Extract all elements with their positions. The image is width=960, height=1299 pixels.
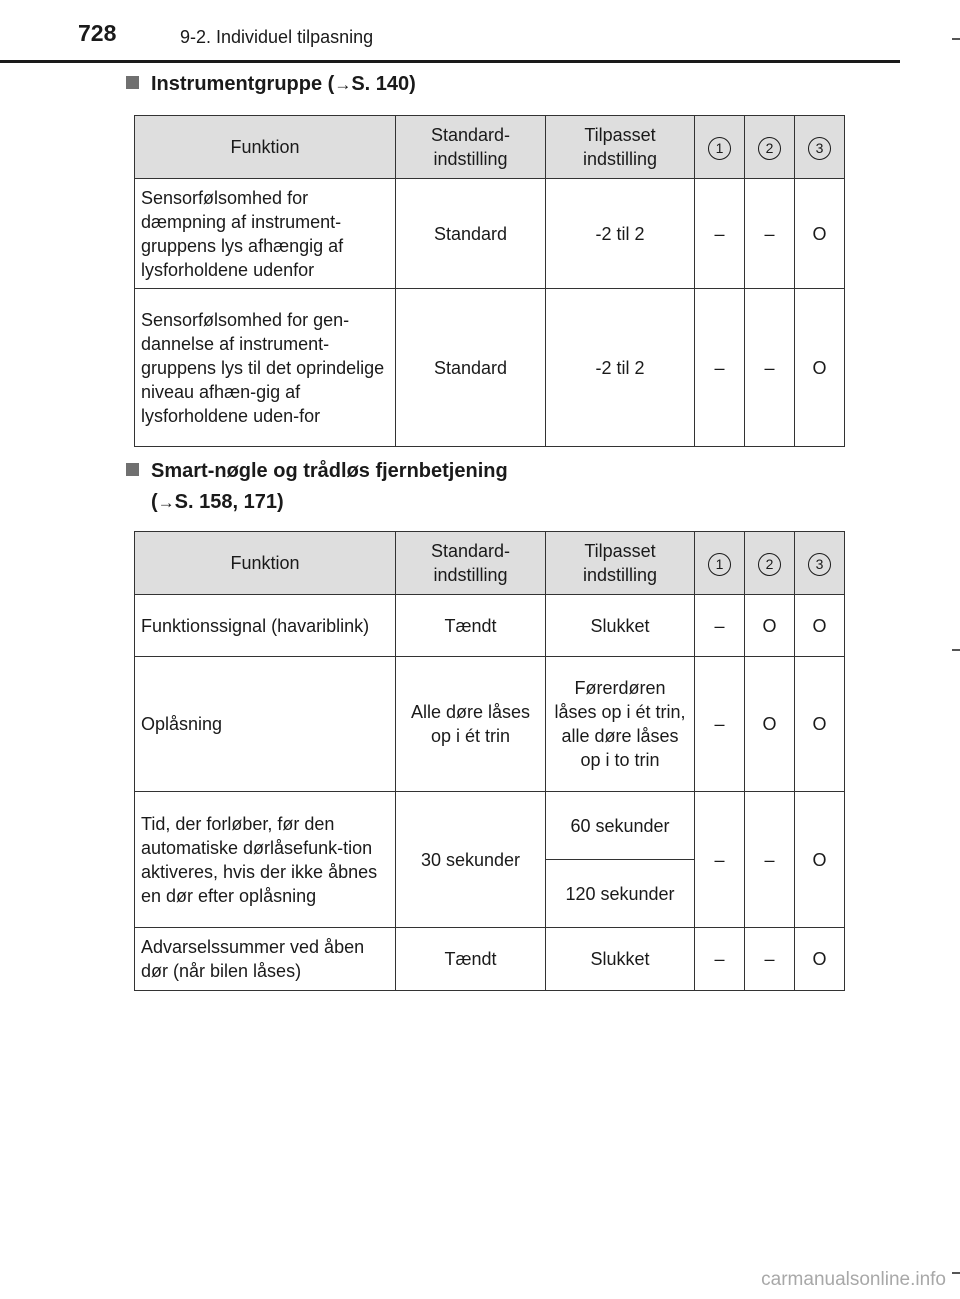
cell-c2: O xyxy=(745,595,795,657)
table-header-row xyxy=(135,532,845,595)
cell-custom: Førerdøren låses op i ét trin, alle døre låses op i to trin xyxy=(546,657,695,792)
table-row xyxy=(135,595,845,657)
cell-standard: Standard xyxy=(396,289,546,447)
table-row xyxy=(135,289,845,447)
header-custom: Tilpasset indstilling xyxy=(546,532,695,595)
cell-c2: O xyxy=(745,657,795,792)
header-standard: Standard-indstilling xyxy=(396,116,546,179)
cell-c3: O xyxy=(795,657,845,792)
margin-tick xyxy=(952,1272,960,1274)
smartkey-settings-table xyxy=(134,531,845,991)
circled-one-icon: 1 xyxy=(708,553,731,576)
cell-function: Oplåsning xyxy=(135,657,396,792)
margin-tick xyxy=(952,38,960,40)
filled-square-icon xyxy=(126,76,139,89)
page-number: 728 xyxy=(78,20,117,46)
cell-standard: Standard xyxy=(396,179,546,289)
chapter-title: 9-2. Individuel tilpasning xyxy=(180,27,374,47)
table-row xyxy=(135,792,845,860)
section-heading-instrument: Instrumentgruppe (→S. 140) xyxy=(126,73,416,96)
cell-standard: Tændt xyxy=(396,595,546,657)
table-row xyxy=(135,928,845,991)
cell-c1: – xyxy=(695,657,745,792)
cell-custom: Slukket xyxy=(546,928,695,991)
cell-c3: O xyxy=(795,179,845,289)
circled-three-icon: 3 xyxy=(808,553,831,576)
cell-custom-option-a: 60 sekunder xyxy=(546,792,695,860)
cell-c3: O xyxy=(795,792,845,928)
cell-c2: – xyxy=(745,928,795,991)
cell-custom: -2 til 2 xyxy=(546,289,695,447)
cell-standard: Alle døre låses op i ét trin xyxy=(396,657,546,792)
header-col2 xyxy=(745,116,795,179)
header-custom: Tilpasset indstilling xyxy=(546,116,695,179)
arrow-right-icon: → xyxy=(334,75,352,94)
cell-c3: O xyxy=(795,289,845,447)
header-function: Funktion xyxy=(135,532,396,595)
cell-standard: Tændt xyxy=(396,928,546,991)
cell-function: Advarselssummer ved åben dør (når bilen låses) xyxy=(135,928,396,991)
header-function: Funktion xyxy=(135,116,396,179)
cell-c1: – xyxy=(695,792,745,928)
filled-square-icon xyxy=(126,463,139,476)
section-heading-smartkey: Smart-nøgle og trådløs fjernbetjening xyxy=(126,460,508,483)
header-col3 xyxy=(795,532,845,595)
cell-c3: O xyxy=(795,595,845,657)
cell-c1: – xyxy=(695,289,745,447)
cell-c1: – xyxy=(695,595,745,657)
cell-c1: – xyxy=(695,928,745,991)
header-col3 xyxy=(795,116,845,179)
arrow-right-icon: → xyxy=(157,493,175,512)
cell-c1: – xyxy=(695,179,745,289)
cell-custom-option-b: 120 sekunder xyxy=(546,860,695,928)
table-row xyxy=(135,657,845,792)
cell-c2: – xyxy=(745,179,795,289)
cell-custom: Slukket xyxy=(546,595,695,657)
header-col1 xyxy=(695,532,745,595)
cell-function: Sensorfølsomhed for dæmpning af instrument-gruppens lys afhængig af lysforholdene udenfor xyxy=(135,179,396,289)
circled-three-icon: 3 xyxy=(808,137,831,160)
table-header-row xyxy=(135,116,845,179)
header-rule xyxy=(0,60,900,63)
watermark: carmanualsonline.info xyxy=(761,1269,946,1290)
header-standard: Standard-indstilling xyxy=(396,532,546,595)
margin-tick xyxy=(952,649,960,651)
cell-c3: O xyxy=(795,928,845,991)
table-row xyxy=(135,179,845,289)
header-col2 xyxy=(745,532,795,595)
cell-custom: -2 til 2 xyxy=(546,179,695,289)
circled-two-icon: 2 xyxy=(758,137,781,160)
cell-c2: – xyxy=(745,289,795,447)
cell-function: Tid, der forløber, før den automatiske dørlåsefunk-tion aktiveres, hvis der ikke åbnes en dør efter oplåsning xyxy=(135,792,396,928)
cell-function: Funktionssignal (havariblink) xyxy=(135,595,396,657)
cell-standard: 30 sekunder xyxy=(396,792,546,928)
header-col1 xyxy=(695,116,745,179)
cell-function: Sensorfølsomhed for gen-dannelse af instrument-gruppens lys til det oprindelige niveau afhæn-gig af lysforholdene uden-for xyxy=(135,289,396,447)
circled-one-icon: 1 xyxy=(708,137,731,160)
instrument-settings-table xyxy=(134,115,845,447)
circled-two-icon: 2 xyxy=(758,553,781,576)
cell-c2: – xyxy=(745,792,795,928)
section-heading-smartkey-ref: (→S. 158, 171) xyxy=(151,491,284,513)
